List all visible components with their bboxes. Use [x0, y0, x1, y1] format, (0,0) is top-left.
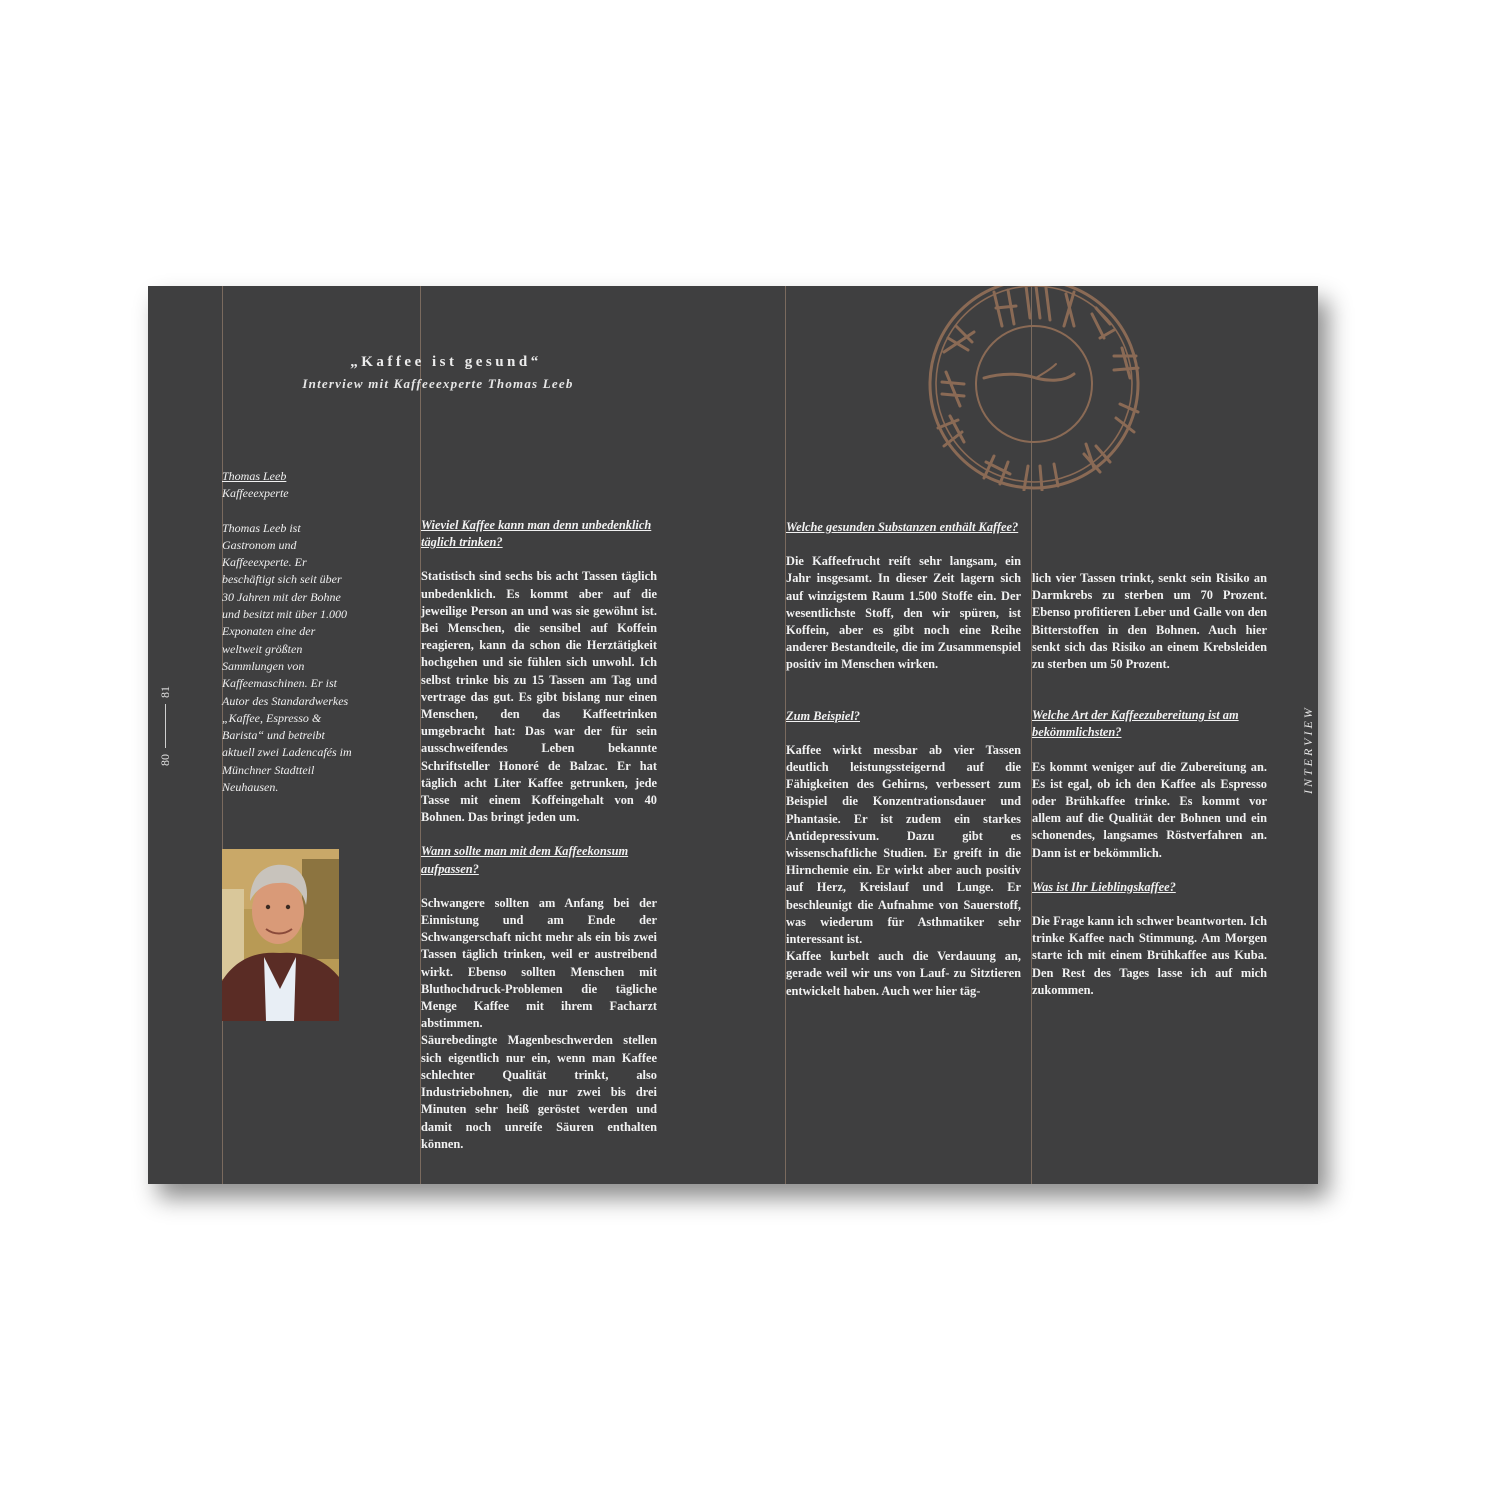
bio-name: Thomas Leeb	[222, 469, 287, 483]
page-number-right: 81	[158, 686, 172, 698]
answer: Die Kaffeefrucht reift sehr langsam, ein Jahr insgesamt. In dieser Zeit lagern sich auf winzigstem Raum 1.500 Stoffe ein. Der wesentlichste Stoff, den wir spüren, ist Koffein, aber es gibt noch eine Reihe anderer Bestandteile, die im Zusammenspiel positiv im Menschen wirken.	[786, 554, 1021, 672]
interview-column-1	[421, 517, 657, 1153]
question: Welche Art der Kaffeezubereitung ist am bekömmlichsten?	[1032, 708, 1239, 740]
question: Zum Beispiel?	[786, 708, 860, 723]
article-subtitle: Interview mit Kaffeeexperte Thomas Leeb	[302, 376, 574, 391]
bio-role: Kaffeeexperte	[222, 486, 289, 501]
answer: Schwangere sollten am Anfang bei der Einnistung und am Ende der Schwangerschaft nicht mehr als ein bis zwei Tassen täglich trinken, weil er austreibend wirkt. Ebenso sollten Menschen mit Bluthochdruck-Problemen die tägliche Menge Kaffee mit ihrem Facharzt abstimmen.	[421, 895, 657, 1031]
author-bio	[222, 468, 352, 796]
answer: Es kommt weniger auf die Zubereitung an. Es ist egal, ob ich den Kaffee als Espresso oder Brühkaffee trinke. Es kommt vor allem auf die Qualität der Bohnen und ein schonendes, langsames Röstverfahren an. Dann ist er bekömmlich.	[1032, 759, 1267, 860]
article-title: „Kaffee ist gesund“	[350, 354, 542, 370]
answer: Die Frage kann ich schwer beantworten. Ich trinke Kaffee nach Stimmung. Am Morgen starte ich mit einem Brühkaffee aus Kuba. Den Rest des Tages lasse ich auf mich zukommen.	[1032, 914, 1267, 997]
answer: Säurebedingte Magenbeschwerden stellen sich eigentlich nur ein, wenn man Kaffee schlechter Qualität trinkt, also Industriebohnen, die nur zwei bis drei Minuten sehr heiß geröstet werden und damit noch unreife Säuren enthalten können.	[421, 1033, 657, 1151]
interview-column-2	[786, 519, 1021, 1000]
answer: Kaffee wirkt messbar ab vier Tassen deutlich leistungssteigernd auf die Fähigkeiten des Gehirns, verbessert zum Beispiel die Konzentrationsdauer und Phantasie. Er ist zudem ein starkes Antidepressivum. Dazu gibt es wissenschaftliche Studien. Er greift in die Hirnchemie ein. Er wirkt aber auch positiv auf Herz, Kreislauf und Lunge. Er beschleunigt die Aufnahme von Sauerstoff, was wiederum für Asthmatiker sehr interessant ist.	[786, 742, 1021, 947]
bio-text: Thomas Leeb ist Gastronom und Kaffeeexperte. Er beschäftigt sich seit über 30 Jahren mit der Bohne und besitzt mit über 1.000 Exponaten eine der weltweit größten Sammlungen von Kaffeemaschinen. Er ist Autor des Standardwerkes „Kaffee, Espresso & Barista“ und betreibt aktuell zwei Ladencafés im Münchner Stadtteil Neuhausen.	[222, 520, 352, 795]
page-number-divider	[165, 704, 166, 748]
magazine-spread	[148, 286, 1318, 1184]
running-head: INTERVIEW	[1301, 705, 1315, 794]
author-photo	[222, 849, 339, 1021]
answer: Kaffee kurbelt auch die Verdauung an, gerade weil wir uns von Lauf- zu Sitztieren entwickelt haben. Auch wer hier täg-	[786, 949, 1021, 998]
question: Welche gesunden Substanzen enthält Kaffee?	[786, 520, 1019, 534]
question: Wann sollte man mit dem Kaffeekonsum aufpassen?	[421, 844, 629, 876]
clock-illustration	[924, 286, 1144, 491]
question: Wieviel Kaffee kann man denn unbedenklich täglich trinken?	[421, 518, 652, 550]
interview-column-3	[1032, 570, 1267, 999]
page-numbers	[158, 686, 173, 766]
answer: Statistisch sind sechs bis acht Tassen täglich unbedenklich. Es kommt aber auf die jeweilige Person an und was sie gewöhnt ist. Bei Menschen, die sensibel auf Koffein reagieren, kann da schon die Herztätigkeit hochgehen und sie fühlen sich unwohl. Ich selbst trinke bis zu 15 Tassen am Tag und vertrage das gut. Es gibt bislang nur einen Menschen, den das Kaffeetrinken umgebracht hat: Das war der für sein ausschweifendes Leben bekannte Schriftsteller Honoré de Balzac. Er hat täglich acht Liter Kaffee getrunken, jede Tasse mit einem Koffeingehalt von 40 Bohnen. Das bringt jeden um.	[421, 569, 657, 825]
question: Was ist Ihr Lieblingskaffee?	[1032, 879, 1176, 894]
answer: lich vier Tassen trinkt, senkt sein Risiko an Darmkrebs zu sterben um 70 Prozent. Ebenso profitieren Leber und Galle von den Bitterstoffen in den Bohnen. Auch hier senkt sich das Risiko an einem Krebsleiden zu sterben um 50 Prozent.	[1032, 571, 1267, 672]
page-number-left: 80	[158, 754, 172, 766]
